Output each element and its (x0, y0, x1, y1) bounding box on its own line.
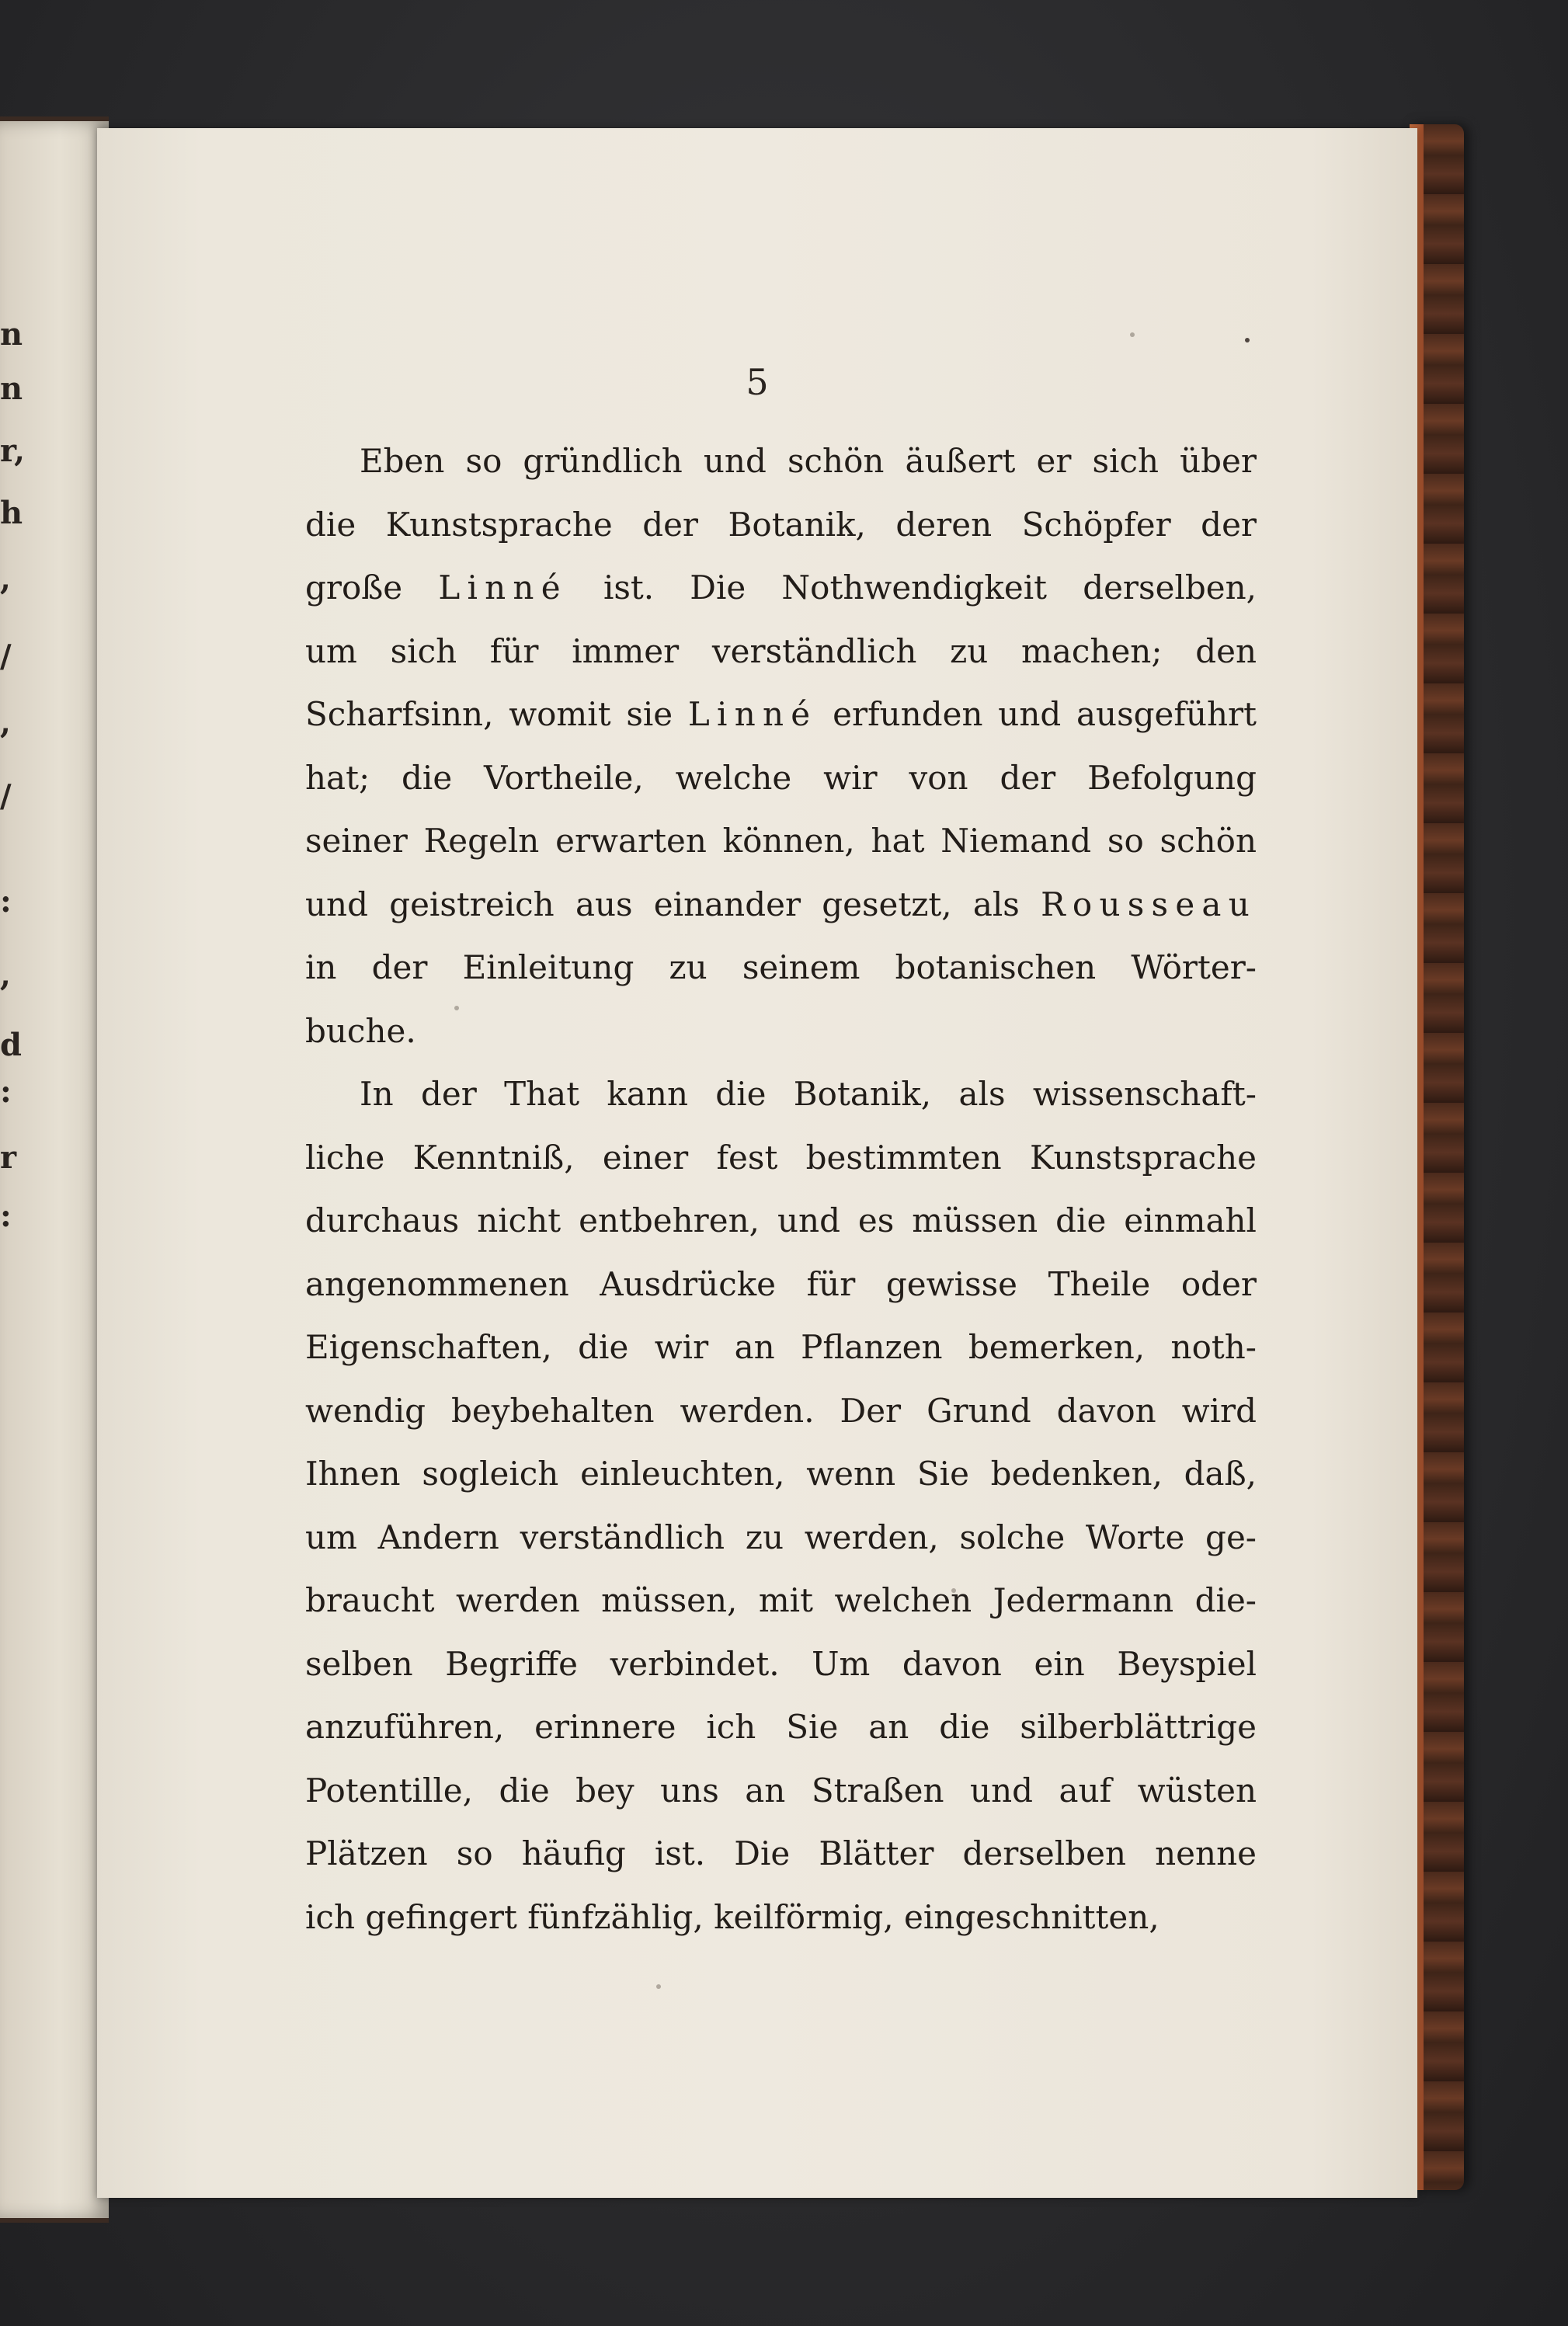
ink-speck (1245, 338, 1250, 342)
text-line: wendig beybehalten werden. Der Grund davon wird (305, 1391, 1257, 1430)
text-line: Ihnen sogleich einleuchten, wenn Sie bedenken, daß, (305, 1455, 1257, 1493)
text-line: um Andern verständlich zu werden, solche Worte ge- (305, 1518, 1257, 1556)
left-page-text-fragment: n (0, 370, 23, 407)
text-line: Eigenschaften, die wir an Pflanzen bemerken, noth- (305, 1328, 1257, 1366)
text-line: hat; die Vortheile, welche wir von der Befolgung (305, 758, 1257, 797)
spaced-name: Rousseau (1041, 885, 1257, 923)
text-line: seiner Regeln erwarten können, hat Niemand so schön (305, 822, 1257, 860)
text-line: die Kunstsprache der Botanik, deren Schöpfer der (305, 505, 1257, 544)
left-page-text-fragment: h (0, 495, 23, 531)
left-page-text-fragment: , (0, 561, 11, 597)
text-line: Eben so gründlich und schön äußert er sich über (360, 442, 1257, 480)
spaced-name: Linné (687, 695, 818, 733)
text-line: große Linné ist. Die Nothwendigkeit derselben, (305, 568, 1257, 607)
paper-speck (951, 1588, 956, 1593)
left-page-text-fragment: , (0, 957, 11, 993)
text-line: selben Begriffe verbindet. Um davon ein Beyspiel (305, 1644, 1257, 1683)
left-page-edge (0, 116, 109, 2223)
left-page-text-fragment: : (0, 1198, 12, 1234)
text-line: liche Kenntniß, einer fest bestimmten Kunstsprache (305, 1138, 1257, 1177)
spaced-name: Linné (438, 568, 568, 607)
text-line: in der Einleitung zu seinem botanischen Wörter- (305, 948, 1257, 986)
left-page-text-fragment: , (0, 704, 11, 741)
left-page-text-fragment: / (0, 638, 12, 675)
text-line: Scharfsinn, womit sie Linné erfunden und ausgeführt (305, 695, 1257, 733)
text-line: und geistreich aus einander gesetzt, als Rousseau (305, 885, 1257, 923)
text-line: In der That kann die Botanik, als wissenschaft- (360, 1075, 1257, 1113)
paper-speck (656, 1984, 661, 1989)
text-line: buche. (305, 1011, 416, 1050)
text-line: durchaus nicht entbehren, und es müssen die einmahl (305, 1201, 1257, 1239)
page-number: 5 (746, 361, 769, 403)
left-page-text-fragment: : (0, 883, 12, 920)
text-line: anzuführen, erinnere ich Sie an die silberblättrige (305, 1708, 1257, 1746)
left-page-text-fragment: d (0, 1027, 22, 1063)
text-line: Plätzen so häufig ist. Die Blätter derselben nenne (305, 1834, 1257, 1872)
left-page-text-fragment: r (0, 1139, 17, 1176)
left-page-text-fragment: n (0, 316, 23, 353)
text-line: angenommenen Ausdrücke für gewisse Theile oder (305, 1264, 1257, 1303)
text-line: Potentille, die bey uns an Straßen und auf wüsten (305, 1771, 1257, 1810)
book-cover-edge (1410, 124, 1464, 2190)
left-page-text-fragment: : (0, 1073, 12, 1110)
left-page-text-fragment: / (0, 778, 12, 815)
text-line: ich gefingert fünfzählig, keilförmig, eingeschnitten, (305, 1897, 1159, 1936)
left-page-text-fragment: r, (0, 433, 26, 469)
book-page (97, 128, 1417, 2198)
paper-speck (1130, 332, 1135, 337)
text-line: braucht werden müssen, mit welchen Jedermann die- (305, 1581, 1257, 1619)
text-line: um sich für immer verständlich zu machen; den (305, 631, 1257, 670)
paper-speck (454, 1006, 459, 1010)
body-text (305, 429, 1257, 1949)
